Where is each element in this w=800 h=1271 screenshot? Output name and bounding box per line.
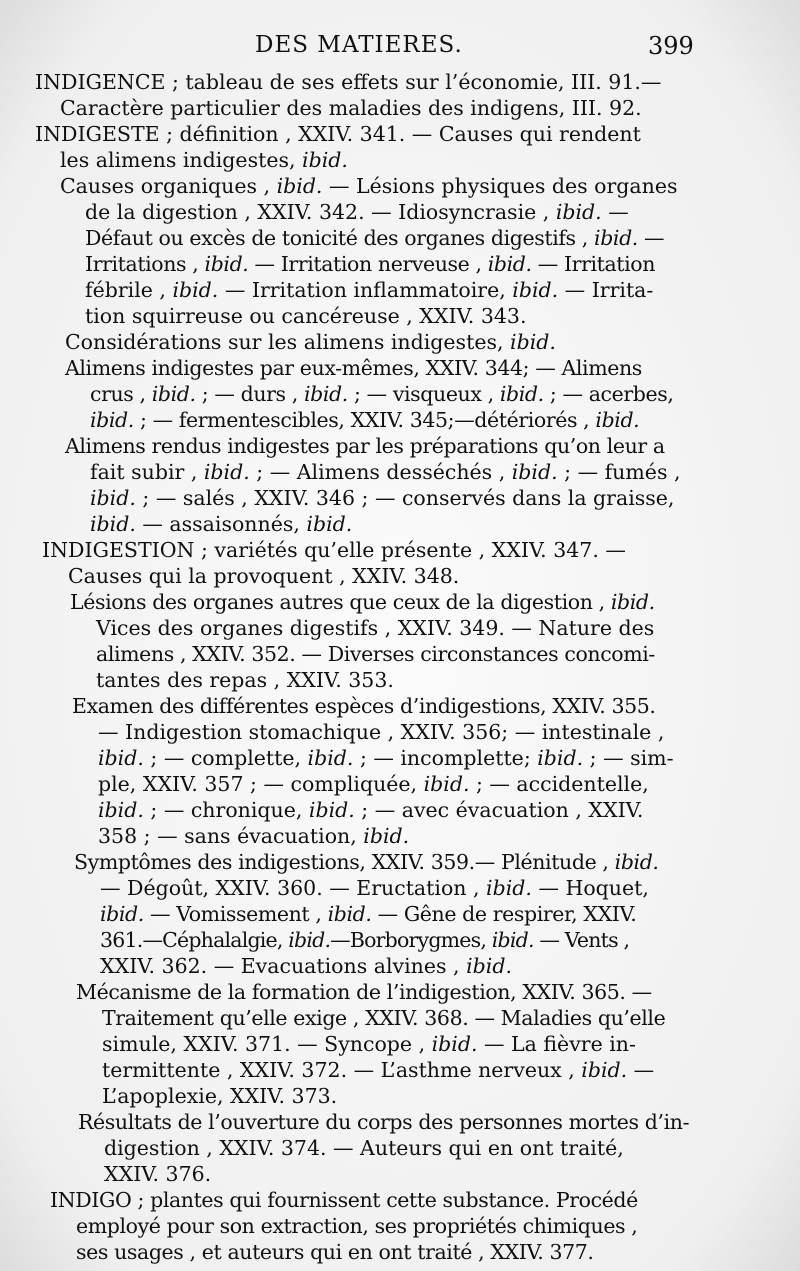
ibid-reference: ibid.	[581, 1058, 628, 1082]
ibid-reference: ibid.	[90, 486, 136, 510]
page-header	[0, 30, 800, 70]
sub-examen-line-4: ple, XXIV. 357 ; — compliquée, ibid. ; — accidentelle,	[98, 772, 649, 796]
sub-alimens-rendus-line-3: ibid. ; — salés , XXIV. 346 ; — conservés dans la graisse,	[90, 486, 675, 510]
sub-causes-organiques-line-3: Défaut ou excès de tonicité des organes digestifs , ibid. —	[85, 226, 665, 250]
ibid-reference: ibid.	[537, 746, 584, 770]
ibid-reference: ibid.	[610, 590, 655, 614]
running-title: DES MATIERES.	[255, 32, 463, 58]
entry-indigence-line-1: INDIGENCE ; tableau de ses effets sur l’économie, III. 91.—	[35, 70, 662, 94]
sub-examen-line-6: 358 ; — sans évacuation, ibid.	[98, 824, 410, 848]
entry-indigestion-line-2: Causes qui la provoquent , XXIV. 348.	[68, 564, 460, 588]
page-number: 399	[648, 32, 694, 60]
ibid-reference: ibid.	[203, 460, 250, 484]
entry-indigeste-line-2: les alimens indigestes, ibid.	[60, 148, 348, 172]
sub-lesions-line-4: tantes des repas , XXIV. 353.	[96, 668, 394, 692]
sub-examen-line-3: ibid. ; — complette, ibid. ; — incomplette; ibid. ; — sim-	[98, 746, 674, 770]
sub-examen-line-1: Examen des différentes espèces d’indigestions, XXIV. 355.	[72, 694, 656, 718]
sub-lesions-line-3: alimens , XXIV. 352. — Diverses circonstances concomi-	[96, 642, 655, 666]
sub-mecanisme-line-4: termittente , XXIV. 372. — L’asthme nerveux , ibid. —	[102, 1058, 655, 1082]
entry-indigence-line-2: Caractère particulier des maladies des indigens, III. 92.	[60, 96, 642, 120]
ibid-reference: ibid.	[98, 746, 144, 770]
ibid-reference: ibid.	[304, 382, 348, 406]
sub-mecanisme-line-3: simule, XXIV. 371. — Syncope , ibid. — La fièvre in-	[102, 1032, 636, 1056]
ibid-reference: ibid.	[302, 148, 348, 172]
ibid-reference: ibid.	[486, 876, 532, 900]
sub-mecanisme-line-1: Mécanisme de la formation de l’indigestion, XXIV. 365. —	[76, 980, 652, 1004]
sub-lesions-line-2: Vices des organes digestifs , XXIV. 349. — Nature des	[96, 616, 655, 640]
sub-causes-organiques-line-2: de la digestion , XXIV. 342. — Idiosyncrasie , ibid. —	[85, 200, 629, 224]
ibid-reference: ibid.	[431, 1032, 478, 1056]
entry-indigo-line-3: ses usages , et auteurs qui en ont traité , XXIV. 377.	[76, 1240, 594, 1264]
ibid-reference: ibid.	[466, 954, 512, 978]
ibid-reference: ibid.	[423, 772, 470, 796]
ibid-reference: ibid.	[172, 278, 219, 302]
ibid-reference: ibid.	[595, 408, 640, 432]
sub-alimens-rendus-line-2: fait subir , ibid. ; — Alimens desséchés , ibid. ; — fumés ,	[90, 460, 681, 484]
sub-mecanisme-line-5: L’apoplexie, XXIV. 373.	[102, 1084, 338, 1108]
sub-alimens-rendus-line-1: Alimens rendus indigestes par les préparations qu’on leur a	[65, 434, 665, 458]
sub-causes-organiques-line-5: fébrile , ibid. — Irritation inflammatoire, ibid. — Irrita-	[85, 278, 654, 302]
ibid-reference: ibid.	[288, 928, 331, 952]
sub-resultats-line-1: Résultats de l’ouverture du corps des personnes mortes d’in-	[78, 1110, 690, 1134]
ibid-reference: ibid.	[90, 408, 134, 432]
sub-symptomes-line-1: Symptômes des indigestions, XXIV. 359.— Plénitude , ibid.	[74, 850, 659, 874]
sub-causes-organiques-line-6: tion squirreuse ou cancéreuse , XXIV. 343.	[85, 304, 527, 328]
ibid-reference: ibid.	[511, 460, 558, 484]
sub-considerations-line-1: Considérations sur les alimens indigestes, ibid.	[65, 330, 556, 354]
ibid-reference: ibid.	[276, 174, 323, 198]
sub-symptomes-line-4: 361.—Céphalalgie, ibid.—Borborygmes, ibid. — Vents ,	[100, 928, 630, 952]
ibid-reference: ibid.	[614, 850, 659, 874]
ibid-reference: ibid.	[327, 902, 372, 926]
sub-resultats-line-3: XXIV. 376.	[104, 1162, 212, 1186]
ibid-reference: ibid.	[363, 824, 410, 848]
ibid-reference: ibid.	[499, 382, 544, 406]
sub-examen-line-2: — Indigestion stomachique , XXIV. 356; — intestinale ,	[98, 720, 665, 744]
sub-symptomes-line-2: — Dégoût, XXIV. 360. — Eructation , ibid. — Hoquet,	[100, 876, 649, 900]
ibid-reference: ibid.	[491, 928, 534, 952]
ibid-reference: ibid.	[98, 798, 144, 822]
ibid-reference: ibid.	[487, 252, 532, 276]
sub-symptomes-line-3: ibid. — Vomissement , ibid. — Gêne de respirer, XXIV.	[100, 902, 637, 926]
ibid-reference: ibid.	[555, 200, 602, 224]
sub-mecanisme-line-2: Traitement qu’elle exige , XXIV. 368. — Maladies qu’elle	[102, 1006, 666, 1030]
ibid-reference: ibid.	[204, 252, 249, 276]
sub-resultats-line-2: digestion , XXIV. 374. — Auteurs qui en ont traité,	[104, 1136, 624, 1160]
entry-indigo-line-1: INDIGO ; plantes qui fournissent cette substance. Procédé	[50, 1188, 638, 1212]
sub-alimens-indigestes-line-1: Alimens indigestes par eux-mêmes, XXIV. 344; — Alimens	[65, 356, 642, 380]
ibid-reference: ibid.	[306, 512, 353, 536]
entry-indigestion-line-1: INDIGESTION ; variétés qu’elle présente , XXIV. 347. —	[42, 538, 626, 562]
ibid-reference: ibid.	[151, 382, 196, 406]
entry-indigo-line-2: employé pour son extraction, ses propriétés chimiques ,	[76, 1214, 638, 1238]
sub-alimens-indigestes-line-2: crus , ibid. ; — durs , ibid. ; — visqueux , ibid. ; — acerbes,	[90, 382, 674, 406]
sub-lesions-line-1: Lésions des organes autres que ceux de la digestion , ibid.	[70, 590, 655, 614]
ibid-reference: ibid.	[90, 512, 136, 536]
sub-examen-line-5: ibid. ; — chronique, ibid. ; — avec évacuation , XXIV.	[98, 798, 644, 822]
sub-alimens-indigestes-line-3: ibid. ; — fermentescibles, XXIV. 345;—détériorés , ibid.	[90, 408, 640, 432]
ibid-reference: ibid.	[308, 798, 355, 822]
sub-causes-organiques-line-4: Irritations , ibid. — Irritation nerveuse , ibid. — Irritation	[85, 252, 656, 276]
ibid-reference: ibid.	[307, 746, 354, 770]
sub-symptomes-line-5: XXIV. 362. — Evacuations alvines , ibid.	[100, 954, 512, 978]
ibid-reference: ibid.	[594, 226, 638, 250]
ibid-reference: ibid.	[512, 278, 559, 302]
sub-causes-organiques-line-1: Causes organiques , ibid. — Lésions physiques des organes	[60, 174, 678, 198]
sub-alimens-rendus-line-4: ibid. — assaisonnés, ibid.	[90, 512, 353, 536]
ibid-reference: ibid.	[510, 330, 556, 354]
ibid-reference: ibid.	[100, 902, 144, 926]
entry-indigeste-line-1: INDIGESTE ; définition , XXIV. 341. — Causes qui rendent	[35, 122, 641, 146]
